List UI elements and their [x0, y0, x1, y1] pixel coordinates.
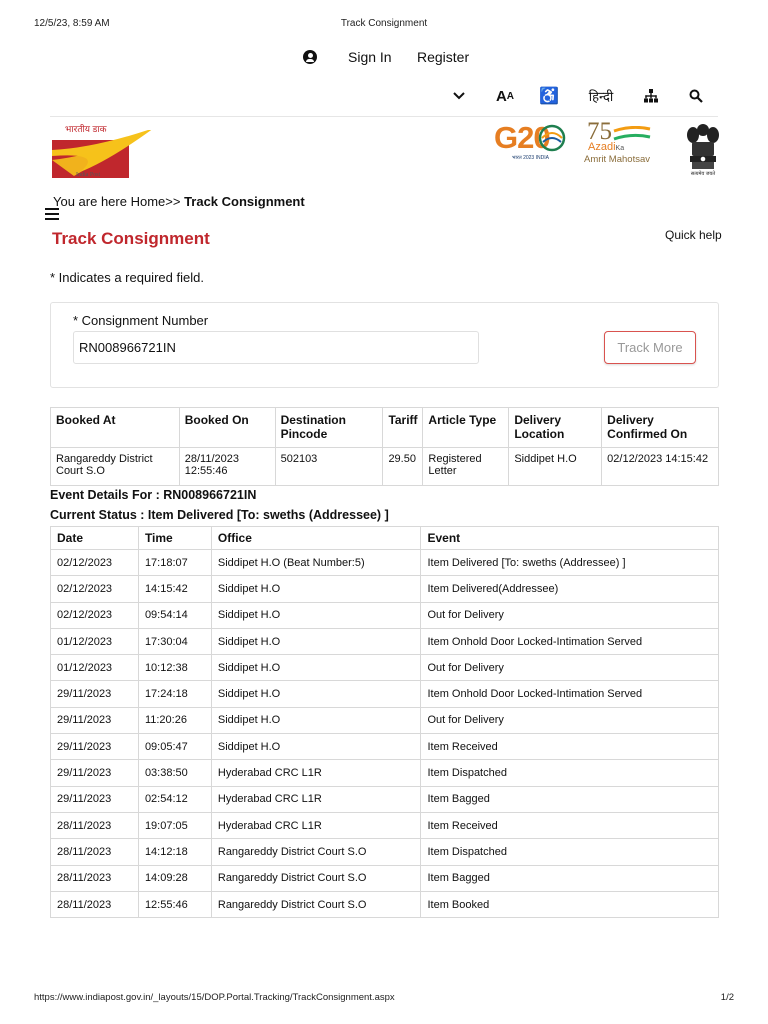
event-office-cell: Siddipet H.O: [211, 707, 421, 733]
event-office-cell: Hyderabad CRC L1R: [211, 812, 421, 838]
azadi-word: Azadi: [588, 141, 616, 153]
event-description-cell: Item Delivered [To: sweths (Addressee) ]: [421, 550, 719, 576]
event-time-cell: 14:15:42: [138, 576, 211, 602]
event-office-cell: Rangareddy District Court S.O: [211, 839, 421, 865]
event-description-cell: Out for Delivery: [421, 707, 719, 733]
table-row: [51, 628, 719, 654]
event-time-cell: 17:30:04: [138, 628, 211, 654]
event-description-cell: Item Received: [421, 734, 719, 760]
g20-globe-icon: [538, 124, 566, 152]
event-description-cell: Item Booked: [421, 891, 719, 917]
chevron-down-icon[interactable]: [451, 86, 467, 106]
top-bar: [0, 48, 768, 68]
search-icon[interactable]: [688, 86, 704, 106]
register-link[interactable]: Register: [417, 49, 470, 65]
col-header: Article Type: [423, 408, 509, 448]
table-row: [51, 550, 719, 576]
table-row: [51, 786, 719, 812]
tariff-cell: 29.50: [383, 448, 423, 486]
header-divider: [50, 116, 718, 117]
event-office-cell: Hyderabad CRC L1R: [211, 760, 421, 786]
national-emblem-logo: [684, 122, 722, 180]
event-office-cell: Rangareddy District Court S.O: [211, 891, 421, 917]
event-date-cell: 01/12/2023: [51, 628, 139, 654]
g20-subtext: भारत 2023 INDIA: [512, 155, 549, 161]
accessibility-icon[interactable]: ♿: [539, 88, 559, 105]
azadi-75-text: 75: [587, 118, 612, 145]
events-header-row: [51, 527, 719, 550]
event-description-cell: Item Dispatched: [421, 839, 719, 865]
amrit-mahotsav-text: Amrit Mahotsav: [584, 154, 650, 165]
booking-row: [51, 448, 719, 486]
delivery-location-cell: Siddipet H.O: [509, 448, 602, 486]
accessibility-toolbar: [0, 86, 768, 106]
current-status: Current Status : Item Delivered [To: sweths (Addressee) ]: [50, 508, 389, 522]
page-title: Track Consignment: [52, 229, 210, 248]
booked-at-cell: Rangareddy District Court S.O: [51, 448, 180, 486]
destination-pincode-cell: 502103: [275, 448, 383, 486]
tricolor-icon: [612, 126, 652, 142]
event-date-cell: 29/11/2023: [51, 786, 139, 812]
sign-in-link[interactable]: Sign In: [348, 49, 392, 65]
font-size-glyph: A: [495, 87, 507, 105]
event-details-table: [50, 526, 719, 918]
event-date-cell: 01/12/2023: [51, 655, 139, 681]
event-office-cell: Siddipet H.O: [211, 602, 421, 628]
g20-text: G20: [494, 120, 550, 155]
print-page-number: 1/2: [720, 992, 734, 1003]
event-date-cell: 29/11/2023: [51, 760, 139, 786]
india-post-hindi-text: भारतीय डाक: [65, 124, 107, 134]
g20-logo[interactable]: [492, 122, 570, 166]
breadcrumb-current: Track Consignment: [184, 194, 305, 209]
booked-on-cell: 28/11/2023 12:55:46: [179, 448, 275, 486]
user-icon[interactable]: [303, 50, 317, 64]
event-description-cell: Item Dispatched: [421, 760, 719, 786]
booking-header-row: [51, 408, 719, 448]
col-header: Time: [138, 527, 211, 550]
event-time-cell: 11:20:26: [138, 707, 211, 733]
event-time-cell: 09:54:14: [138, 602, 211, 628]
event-time-cell: 14:09:28: [138, 865, 211, 891]
event-office-cell: Siddipet H.O (Beat Number:5): [211, 550, 421, 576]
breadcrumb: [53, 194, 305, 209]
hindi-language-link[interactable]: हिन्दी: [588, 89, 614, 104]
col-header: Event: [421, 527, 719, 550]
font-size-icon[interactable]: A A: [495, 87, 515, 105]
event-date-cell: 02/12/2023: [51, 576, 139, 602]
event-date-cell: 28/11/2023: [51, 865, 139, 891]
event-time-cell: 14:12:18: [138, 839, 211, 865]
table-row: [51, 865, 719, 891]
booking-details-table: [50, 407, 719, 486]
event-description-cell: Out for Delivery: [421, 655, 719, 681]
india-post-logo[interactable]: [50, 122, 160, 182]
table-row: [51, 655, 719, 681]
event-description-cell: Item Onhold Door Locked-Intimation Served: [421, 628, 719, 654]
menu-icon[interactable]: [45, 208, 59, 220]
event-office-cell: Siddipet H.O: [211, 734, 421, 760]
event-date-cell: 29/11/2023: [51, 707, 139, 733]
track-more-button[interactable]: Track More: [604, 331, 696, 364]
table-row: [51, 891, 719, 917]
table-row: [51, 812, 719, 838]
event-date-cell: 28/11/2023: [51, 839, 139, 865]
col-header: Booked At: [51, 408, 180, 448]
required-field-note: * Indicates a required field.: [50, 270, 204, 285]
event-date-cell: 28/11/2023: [51, 812, 139, 838]
col-header: Booked On: [179, 408, 275, 448]
event-office-cell: Siddipet H.O: [211, 628, 421, 654]
print-timestamp: 12/5/23, 8:59 AM: [34, 18, 110, 29]
event-date-cell: 02/12/2023: [51, 602, 139, 628]
table-row: [51, 602, 719, 628]
col-header: Office: [211, 527, 421, 550]
sitemap-icon[interactable]: [643, 86, 659, 106]
event-time-cell: 09:05:47: [138, 734, 211, 760]
azadi-ka-word: Ka: [615, 145, 625, 152]
col-header: Delivery Confirmed On: [602, 408, 719, 448]
article-type-cell: Registered Letter: [423, 448, 509, 486]
table-row: [51, 839, 719, 865]
india-post-english-text: India Post: [76, 172, 101, 178]
event-description-cell: Item Bagged: [421, 786, 719, 812]
event-date-cell: 29/11/2023: [51, 734, 139, 760]
col-header: Delivery Location: [509, 408, 602, 448]
table-row: [51, 760, 719, 786]
event-office-cell: Hyderabad CRC L1R: [211, 786, 421, 812]
event-description-cell: Out for Delivery: [421, 602, 719, 628]
event-description-cell: Item Bagged: [421, 865, 719, 891]
event-description-cell: Item Onhold Door Locked-Intimation Served: [421, 681, 719, 707]
event-date-cell: 02/12/2023: [51, 550, 139, 576]
event-time-cell: 03:38:50: [138, 760, 211, 786]
col-header: Tariff: [383, 408, 423, 448]
event-office-cell: Siddipet H.O: [211, 681, 421, 707]
event-description-cell: Item Received: [421, 812, 719, 838]
event-office-cell: Rangareddy District Court S.O: [211, 865, 421, 891]
print-page-title: Track Consignment: [340, 18, 428, 29]
event-date-cell: 29/11/2023: [51, 681, 139, 707]
azadi-ka-amrit-mahotsav-logo[interactable]: [582, 120, 662, 168]
table-row: [51, 707, 719, 733]
event-date-cell: 28/11/2023: [51, 891, 139, 917]
delivery-confirmed-cell: 02/12/2023 14:15:42: [602, 448, 719, 486]
emblem-motto: सत्यमेव जयते: [690, 171, 716, 177]
event-office-cell: Siddipet H.O: [211, 655, 421, 681]
event-time-cell: 17:18:07: [138, 550, 211, 576]
event-time-cell: 17:24:18: [138, 681, 211, 707]
event-details-heading: Event Details For : RN008966721IN: [50, 488, 257, 502]
breadcrumb-prefix[interactable]: You are here Home>>: [53, 194, 185, 209]
table-row: [51, 681, 719, 707]
print-header: [34, 18, 734, 32]
col-header: Destination Pincode: [275, 408, 383, 448]
consignment-number-input[interactable]: [73, 331, 479, 364]
quick-help-link[interactable]: Quick help: [665, 228, 722, 242]
table-row: [51, 576, 719, 602]
event-time-cell: 02:54:12: [138, 786, 211, 812]
table-row: [51, 734, 719, 760]
event-time-cell: 19:07:05: [138, 812, 211, 838]
event-time-cell: 12:55:46: [138, 891, 211, 917]
print-url: https://www.indiapost.gov.in/_layouts/15/DOP.Portal.Tracking/TrackConsignment.aspx: [34, 992, 395, 1003]
consignment-number-label: * Consignment Number: [73, 313, 209, 328]
event-time-cell: 10:12:38: [138, 655, 211, 681]
event-description-cell: Item Delivered(Addressee): [421, 576, 719, 602]
col-header: Date: [51, 527, 139, 550]
lion-capital-icon: [684, 122, 722, 172]
azadi-text: [588, 142, 624, 153]
event-office-cell: Siddipet H.O: [211, 576, 421, 602]
